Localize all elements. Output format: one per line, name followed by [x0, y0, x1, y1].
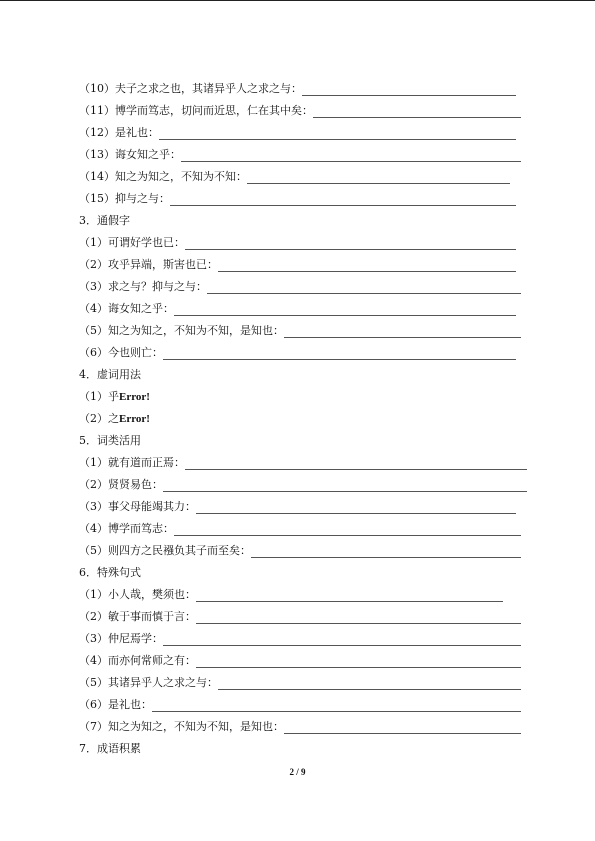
- item-text: （5）知之为知之，不知为不知，是知也：: [79, 324, 284, 337]
- answer-blank[interactable]: [170, 194, 516, 206]
- answer-blank[interactable]: [181, 150, 521, 162]
- exercise-item: [79, 632, 521, 646]
- answer-blank[interactable]: [185, 238, 516, 250]
- item-text: （13）诲女知之乎：: [79, 148, 181, 161]
- exercise-item: [79, 654, 521, 668]
- exercise-item: [79, 478, 527, 492]
- section-heading: [79, 368, 141, 382]
- answer-blank[interactable]: [284, 326, 521, 338]
- section-heading: [79, 214, 130, 228]
- item-text: 3．通假字: [79, 214, 130, 227]
- answer-blank[interactable]: [163, 634, 521, 646]
- item-text: （6）今也则亡：: [79, 346, 163, 359]
- exercise-item: [79, 126, 516, 140]
- answer-blank[interactable]: [152, 700, 521, 712]
- error-text: Error!: [119, 391, 150, 403]
- item-text: （7）知之为知之，不知为不知，是知也：: [79, 720, 284, 733]
- answer-blank[interactable]: [159, 128, 516, 140]
- exercise-item: [79, 170, 510, 184]
- error-text: Error!: [119, 413, 150, 425]
- answer-blank[interactable]: [218, 678, 521, 690]
- exercise-item: [79, 522, 521, 536]
- exercise-item: [79, 104, 521, 118]
- exercise-item: [79, 346, 516, 360]
- answer-blank[interactable]: [196, 590, 503, 602]
- item-text: 5．词类活用: [79, 434, 141, 447]
- exercise-item: [79, 610, 521, 624]
- answer-blank[interactable]: [207, 282, 521, 294]
- answer-blank[interactable]: [302, 84, 516, 96]
- item-text: （12）是礼也：: [79, 126, 159, 139]
- item-text: （1）可谓好学也已：: [79, 236, 185, 249]
- answer-blank[interactable]: [196, 656, 521, 668]
- item-text: 7．成语积累: [79, 742, 141, 755]
- item-text: （3）事父母能竭其力：: [79, 500, 196, 513]
- exercise-item: [79, 148, 521, 162]
- exercise-item: [79, 456, 527, 470]
- item-text: （3）求之与？抑与之与：: [79, 280, 207, 293]
- exercise-item: [79, 236, 516, 250]
- exercise-item: [79, 676, 521, 690]
- answer-blank[interactable]: [174, 304, 516, 316]
- answer-blank[interactable]: [218, 260, 516, 272]
- item-text: （4）博学而笃志：: [79, 522, 174, 535]
- exercise-item: [79, 544, 521, 558]
- item-text: （5）其诸异乎人之求之与：: [79, 676, 218, 689]
- item-text: 6．特殊句式: [79, 566, 141, 579]
- usage-item: [79, 390, 150, 404]
- answer-blank[interactable]: [196, 612, 521, 624]
- item-text: （14）知之为知之，不知为不知：: [79, 170, 247, 183]
- item-text: （15）抑与之与：: [79, 192, 170, 205]
- answer-blank[interactable]: [313, 106, 521, 118]
- page-number: 2 / 9: [289, 767, 306, 777]
- exercise-item: [79, 588, 503, 602]
- answer-blank[interactable]: [196, 502, 516, 514]
- exercise-item: [79, 500, 516, 514]
- exercise-item: [79, 698, 521, 712]
- usage-item: [79, 412, 150, 426]
- item-text: （2）攻乎异端，斯害也已：: [79, 258, 218, 271]
- section-heading: [79, 742, 141, 756]
- answer-blank[interactable]: [163, 480, 527, 492]
- item-text: （2）敏于事而慎于言：: [79, 610, 196, 623]
- section-heading: [79, 566, 141, 580]
- answer-blank[interactable]: [247, 172, 510, 184]
- exercise-item: [79, 192, 516, 206]
- exercise-item: [79, 720, 521, 734]
- item-text: （2）贤贤易色：: [79, 478, 163, 491]
- item-text: （11）博学而笃志，切问而近思，仁在其中矣：: [79, 104, 313, 117]
- item-text: （3）仲尼焉学：: [79, 632, 163, 645]
- exercise-item: [79, 324, 521, 338]
- exercise-item: [79, 302, 516, 316]
- answer-blank[interactable]: [174, 524, 521, 536]
- answer-blank[interactable]: [284, 722, 521, 734]
- exercise-item: [79, 82, 516, 96]
- answer-blank[interactable]: [163, 348, 516, 360]
- item-text: （5）则四方之民襁负其子而至矣：: [79, 544, 251, 557]
- item-text: （10）夫子之求之也，其诸异乎人之求之与：: [79, 82, 302, 95]
- item-text: （2）之: [79, 412, 119, 425]
- item-text: （1）就有道而正焉：: [79, 456, 185, 469]
- item-text: 4．虚词用法: [79, 368, 141, 381]
- page-top-rule: [0, 0, 595, 1]
- item-text: （1）小人哉，樊须也：: [79, 588, 196, 601]
- item-text: （4）而亦何常师之有：: [79, 654, 196, 667]
- answer-blank[interactable]: [185, 458, 527, 470]
- item-text: （6）是礼也：: [79, 698, 152, 711]
- item-text: （1）乎: [79, 390, 119, 403]
- answer-blank[interactable]: [251, 546, 521, 558]
- section-heading: [79, 434, 141, 448]
- item-text: （4）诲女知之乎：: [79, 302, 174, 315]
- exercise-item: [79, 258, 516, 272]
- exercise-item: [79, 280, 521, 294]
